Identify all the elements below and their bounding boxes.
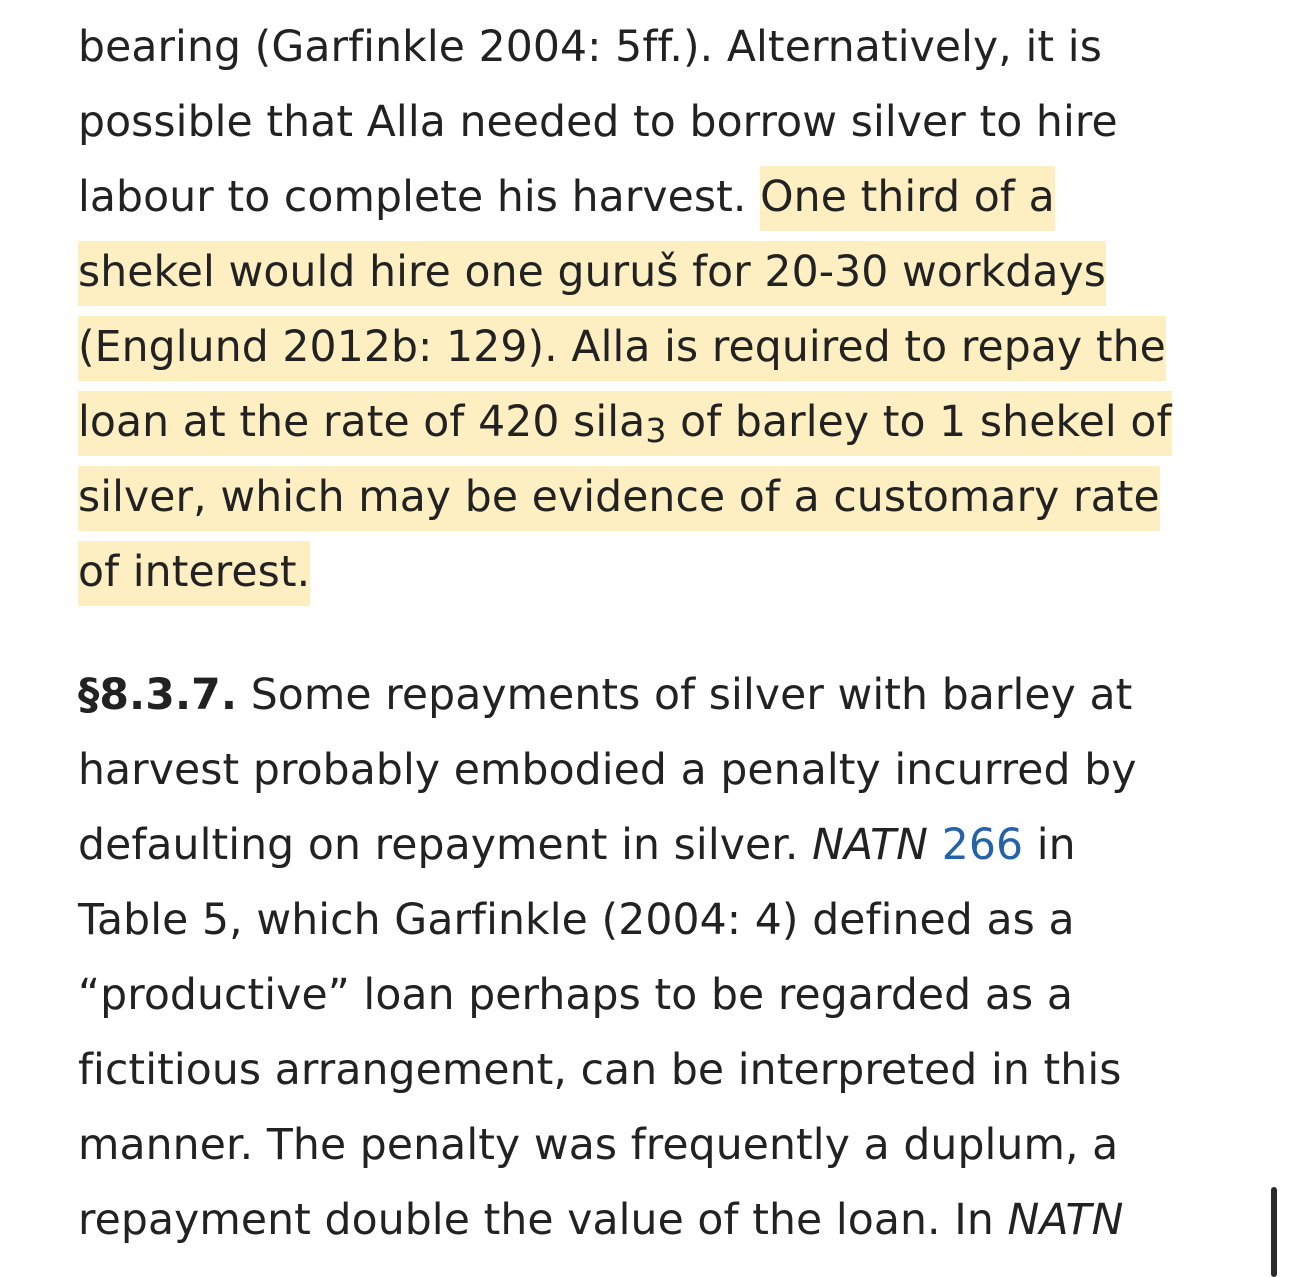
text-line-content: “productive” loan perhaps to be regarded as a [78,971,1073,1020]
highlighted-text[interactable]: shekel would hire one guruš for 20-30 workdays [78,241,1106,306]
vertical-scrollbar[interactable] [1271,1187,1277,1277]
text-line [78,883,1208,958]
text-run: of barley to 1 shekel of [666,398,1172,447]
text-line-content: manner. The penalty was frequently a duplum, a [78,1121,1119,1170]
subscript-digit: 3 [645,410,667,450]
text-run [928,821,942,870]
highlighted-text[interactable]: of interest. [78,541,310,606]
text-line-content: bearing (Garfinkle 2004: 5ff.). Alternatively, it is [78,23,1102,72]
highlighted-text[interactable]: silver, which may be evidence of a customary rate [78,466,1160,531]
text-line [78,1033,1208,1108]
text-line [78,1183,1208,1258]
paragraph-loan-context [78,10,1208,610]
text-line [78,160,1208,235]
text-line [78,1108,1208,1183]
text-line-content: possible that Alla needed to borrow silver to hire [78,98,1118,147]
highlighted-text[interactable]: One third of a [760,166,1055,231]
text-line [78,808,1208,883]
text-line [78,460,1208,535]
text-line [78,10,1208,85]
paragraph-number: §8.3.7. [78,671,238,720]
paragraph-8-3-7 [78,658,1208,1258]
text-line [78,310,1208,385]
highlighted-text[interactable]: (Englund 2012b: 129). Alla is required to repay the [78,316,1166,381]
text-line-content: labour to complete his harvest. [78,173,761,222]
text-source-abbrev: NATN [1007,1196,1124,1245]
text-line [78,733,1208,808]
text-line-content: Table 5, which Garfinkle (2004: 4) defined as a [78,896,1075,945]
text-run: loan at the rate of 420 sila [78,398,646,447]
text-line-content: repayment double the value of the loan. In [78,1196,1008,1245]
text-line [78,958,1208,1033]
text-line [78,85,1208,160]
text-line [78,385,1208,460]
text-line-content: harvest probably embodied a penalty incurred by [78,746,1137,795]
text-source-abbrev: NATN [812,821,929,870]
highlighted-text[interactable] [78,391,1172,456]
text-line-content: fictitious arrangement, can be interpreted in this [78,1046,1122,1095]
text-line [78,658,1208,733]
text-line-content: Some repayments of silver with barley at [237,671,1133,720]
text-line-content: defaulting on repayment in silver. [78,821,813,870]
text-run: in [1023,821,1076,870]
text-number-link[interactable]: 266 [941,821,1024,870]
text-line [78,235,1208,310]
text-line [78,535,1208,610]
